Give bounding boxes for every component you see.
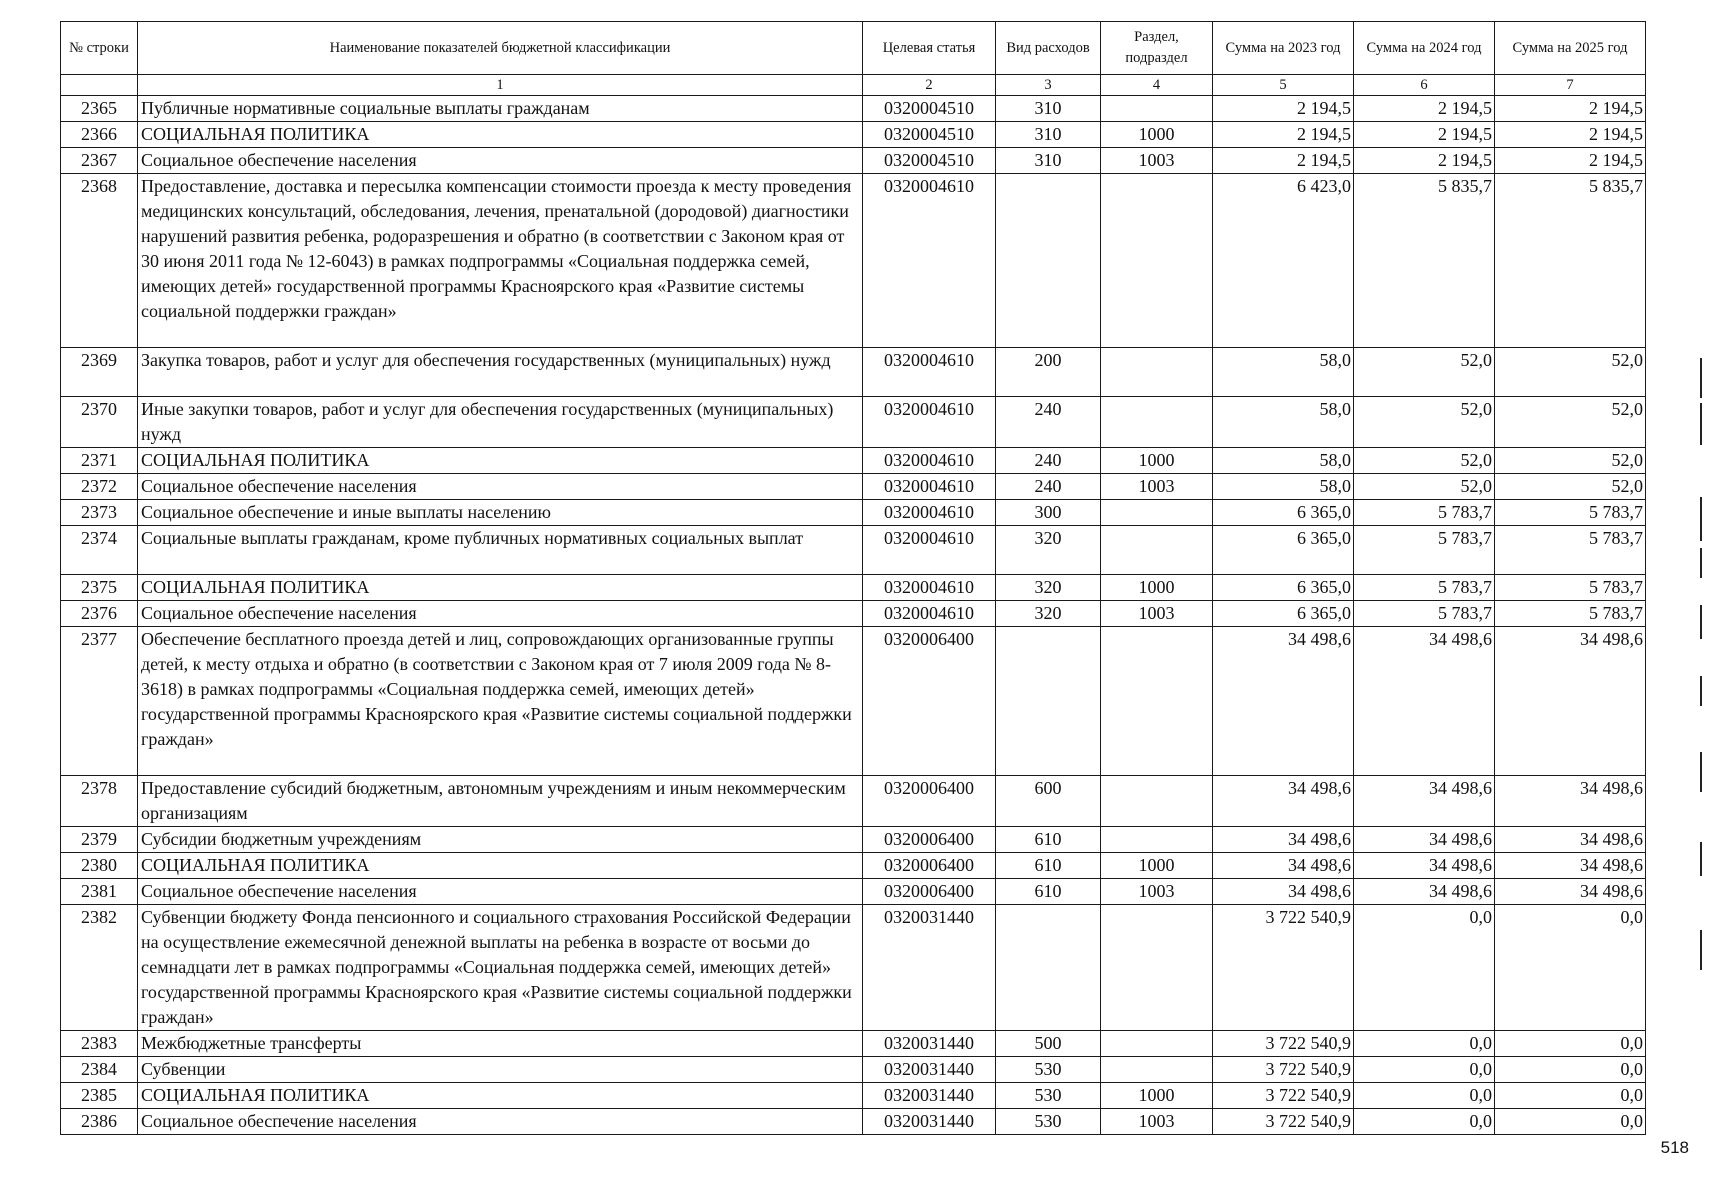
sum-2024: 0,0 (1354, 1057, 1495, 1083)
margin-scan-mark (1700, 930, 1702, 970)
sum-2024: 34 498,6 (1354, 827, 1495, 853)
header-type: Вид расходов (996, 22, 1101, 75)
expense-type: 600 (996, 776, 1101, 827)
margin-scan-mark (1700, 676, 1702, 706)
sum-2025: 2 194,5 (1495, 122, 1646, 148)
section-code (1101, 174, 1213, 348)
row-number: 2367 (61, 148, 138, 174)
indicator-name: Социальное обеспечение населения (138, 148, 863, 174)
expense-type: 610 (996, 879, 1101, 905)
target-article: 0320004610 (863, 397, 996, 448)
header-sum-2023: Сумма на 2023 год (1213, 22, 1354, 75)
sum-2024: 2 194,5 (1354, 122, 1495, 148)
expense-type: 500 (996, 1031, 1101, 1057)
indicator-name: СОЦИАЛЬНАЯ ПОЛИТИКА (138, 853, 863, 879)
expense-type: 320 (996, 575, 1101, 601)
section-code: 1000 (1101, 575, 1213, 601)
sum-2025: 34 498,6 (1495, 776, 1646, 827)
section-code (1101, 500, 1213, 526)
row-number: 2382 (61, 905, 138, 1031)
expense-type: 310 (996, 96, 1101, 122)
header-row (61, 22, 1646, 75)
section-code: 1000 (1101, 448, 1213, 474)
sum-2025: 5 783,7 (1495, 526, 1646, 575)
header-sum-2025: Сумма на 2025 год (1495, 22, 1646, 75)
sum-2025: 5 835,7 (1495, 174, 1646, 348)
target-article: 0320031440 (863, 1109, 996, 1135)
target-article: 0320004610 (863, 526, 996, 575)
sum-2024: 52,0 (1354, 348, 1495, 397)
table-body (61, 96, 1646, 1135)
table-row (61, 601, 1646, 627)
sum-2024: 0,0 (1354, 1109, 1495, 1135)
sum-2024: 34 498,6 (1354, 776, 1495, 827)
target-article: 0320006400 (863, 627, 996, 776)
indicator-name: Социальное обеспечение населения (138, 879, 863, 905)
row-number: 2368 (61, 174, 138, 348)
indicator-name: Обеспечение бесплатного проезда детей и лиц, сопровождающих организованные группы детей, к месту отдыха и обратно (в соответствии с Законом края от 7 июля 2009 года № 8-3618) в рамках подпрограммы «Социальная поддержка семей, имеющих детей» государственной программы Красноярского края «Развитие системы социальной поддержки граждан» (138, 627, 863, 776)
sum-2024: 5 783,7 (1354, 500, 1495, 526)
sum-2023: 3 722 540,9 (1213, 905, 1354, 1031)
row-number: 2371 (61, 448, 138, 474)
margin-scan-mark (1700, 403, 1702, 445)
margin-scan-mark (1700, 358, 1702, 398)
table-row (61, 905, 1646, 1031)
sum-2023: 6 365,0 (1213, 526, 1354, 575)
sum-2025: 2 194,5 (1495, 148, 1646, 174)
header-sum-2024: Сумма на 2024 год (1354, 22, 1495, 75)
target-article: 0320004510 (863, 148, 996, 174)
margin-scan-mark (1700, 842, 1702, 876)
row-number: 2381 (61, 879, 138, 905)
table-row (61, 1057, 1646, 1083)
expense-type: 240 (996, 397, 1101, 448)
sum-2024: 5 835,7 (1354, 174, 1495, 348)
sum-2024: 2 194,5 (1354, 148, 1495, 174)
section-code: 1003 (1101, 1109, 1213, 1135)
sum-2023: 3 722 540,9 (1213, 1083, 1354, 1109)
table-row (61, 1109, 1646, 1135)
section-code (1101, 96, 1213, 122)
expense-type: 310 (996, 148, 1101, 174)
indicator-name: Социальное обеспечение и иные выплаты населению (138, 500, 863, 526)
indicator-name: Социальное обеспечение населения (138, 474, 863, 500)
col-number: 7 (1495, 75, 1646, 96)
section-code (1101, 526, 1213, 575)
row-number: 2377 (61, 627, 138, 776)
sum-2023: 34 498,6 (1213, 627, 1354, 776)
indicator-name: Субвенции бюджету Фонда пенсионного и социального страхования Российской Федерации на осуществление ежемесячной денежной выплаты на ребенка в возрасте от восьми до семнадцати лет в рамках подпрограммы «Социальная поддержка семей, имеющих детей» государственной программы Красноярского края «Развитие системы социальной поддержки граждан» (138, 905, 863, 1031)
row-number: 2366 (61, 122, 138, 148)
sum-2025: 34 498,6 (1495, 827, 1646, 853)
target-article: 0320004510 (863, 96, 996, 122)
col-number: 5 (1213, 75, 1354, 96)
table-row (61, 627, 1646, 776)
table-row (61, 397, 1646, 448)
sum-2023: 3 722 540,9 (1213, 1031, 1354, 1057)
indicator-name: Иные закупки товаров, работ и услуг для обеспечения государственных (муниципальных) нужд (138, 397, 863, 448)
expense-type: 240 (996, 448, 1101, 474)
budget-table (60, 21, 1646, 1135)
sum-2024: 0,0 (1354, 1083, 1495, 1109)
sum-2025: 0,0 (1495, 1057, 1646, 1083)
sum-2023: 58,0 (1213, 474, 1354, 500)
sum-2025: 52,0 (1495, 474, 1646, 500)
indicator-name: Публичные нормативные социальные выплаты гражданам (138, 96, 863, 122)
table-row (61, 1083, 1646, 1109)
sum-2023: 58,0 (1213, 397, 1354, 448)
target-article: 0320004610 (863, 500, 996, 526)
sum-2023: 34 498,6 (1213, 879, 1354, 905)
row-number: 2374 (61, 526, 138, 575)
sum-2025: 2 194,5 (1495, 96, 1646, 122)
margin-scan-mark (1700, 605, 1702, 639)
expense-type: 320 (996, 601, 1101, 627)
sum-2024: 5 783,7 (1354, 575, 1495, 601)
sum-2023: 34 498,6 (1213, 776, 1354, 827)
col-number (61, 75, 138, 96)
section-code: 1000 (1101, 122, 1213, 148)
header-target: Целевая статья (863, 22, 996, 75)
section-code (1101, 348, 1213, 397)
sum-2023: 58,0 (1213, 348, 1354, 397)
sum-2025: 52,0 (1495, 348, 1646, 397)
sum-2025: 5 783,7 (1495, 575, 1646, 601)
section-code (1101, 905, 1213, 1031)
sum-2023: 6 365,0 (1213, 575, 1354, 601)
table-row (61, 96, 1646, 122)
indicator-name: СОЦИАЛЬНАЯ ПОЛИТИКА (138, 448, 863, 474)
indicator-name: Социальное обеспечение населения (138, 1109, 863, 1135)
indicator-name: Субсидии бюджетным учреждениям (138, 827, 863, 853)
sum-2024: 34 498,6 (1354, 853, 1495, 879)
sum-2025: 34 498,6 (1495, 879, 1646, 905)
sum-2024: 5 783,7 (1354, 601, 1495, 627)
expense-type: 300 (996, 500, 1101, 526)
sum-2023: 58,0 (1213, 448, 1354, 474)
row-number: 2373 (61, 500, 138, 526)
expense-type: 530 (996, 1109, 1101, 1135)
row-number: 2380 (61, 853, 138, 879)
sum-2023: 6 365,0 (1213, 601, 1354, 627)
expense-type: 610 (996, 827, 1101, 853)
expense-type: 310 (996, 122, 1101, 148)
col-number: 4 (1101, 75, 1213, 96)
sum-2025: 0,0 (1495, 1109, 1646, 1135)
section-code: 1000 (1101, 853, 1213, 879)
sum-2024: 2 194,5 (1354, 96, 1495, 122)
col-number: 1 (138, 75, 863, 96)
section-code (1101, 627, 1213, 776)
target-article: 0320004610 (863, 601, 996, 627)
indicator-name: Межбюджетные трансферты (138, 1031, 863, 1057)
indicator-name: Предоставление субсидий бюджетным, автономным учреждениям и иным некоммерческим организациям (138, 776, 863, 827)
sum-2025: 0,0 (1495, 1083, 1646, 1109)
target-article: 0320004610 (863, 174, 996, 348)
section-code (1101, 827, 1213, 853)
section-code (1101, 1057, 1213, 1083)
sum-2024: 34 498,6 (1354, 627, 1495, 776)
sum-2024: 34 498,6 (1354, 879, 1495, 905)
target-article: 0320031440 (863, 1031, 996, 1057)
indicator-name: Закупка товаров, работ и услуг для обеспечения государственных (муниципальных) нужд (138, 348, 863, 397)
sum-2023: 6 423,0 (1213, 174, 1354, 348)
col-number: 6 (1354, 75, 1495, 96)
sum-2023: 3 722 540,9 (1213, 1057, 1354, 1083)
sum-2023: 2 194,5 (1213, 148, 1354, 174)
indicator-name: СОЦИАЛЬНАЯ ПОЛИТИКА (138, 1083, 863, 1109)
target-article: 0320031440 (863, 1057, 996, 1083)
sum-2023: 34 498,6 (1213, 853, 1354, 879)
sum-2025: 5 783,7 (1495, 601, 1646, 627)
table-row (61, 776, 1646, 827)
row-number: 2384 (61, 1057, 138, 1083)
row-number: 2369 (61, 348, 138, 397)
section-code: 1003 (1101, 474, 1213, 500)
row-number: 2365 (61, 96, 138, 122)
sum-2025: 34 498,6 (1495, 853, 1646, 879)
sum-2025: 0,0 (1495, 1031, 1646, 1057)
expense-type: 530 (996, 1083, 1101, 1109)
table-row (61, 879, 1646, 905)
sum-2023: 34 498,6 (1213, 827, 1354, 853)
row-number: 2379 (61, 827, 138, 853)
sum-2023: 2 194,5 (1213, 96, 1354, 122)
table-row (61, 348, 1646, 397)
expense-type: 240 (996, 474, 1101, 500)
sum-2025: 0,0 (1495, 905, 1646, 1031)
table-row (61, 575, 1646, 601)
sum-2024: 0,0 (1354, 905, 1495, 1031)
header-name: Наименование показателей бюджетной классификации (138, 22, 863, 75)
indicator-name: Субвенции (138, 1057, 863, 1083)
sum-2024: 52,0 (1354, 474, 1495, 500)
section-code: 1003 (1101, 148, 1213, 174)
sum-2025: 5 783,7 (1495, 500, 1646, 526)
section-code: 1000 (1101, 1083, 1213, 1109)
section-code: 1003 (1101, 601, 1213, 627)
expense-type: 610 (996, 853, 1101, 879)
indicator-name: СОЦИАЛЬНАЯ ПОЛИТИКА (138, 575, 863, 601)
table-row (61, 853, 1646, 879)
target-article: 0320006400 (863, 853, 996, 879)
expense-type (996, 627, 1101, 776)
sum-2025: 34 498,6 (1495, 627, 1646, 776)
row-number: 2386 (61, 1109, 138, 1135)
table-row (61, 500, 1646, 526)
indicator-name: Предоставление, доставка и пересылка компенсации стоимости проезда к месту проведения медицинских консультаций, обследования, лечения, пренатальной (дородовой) диагностики нарушений развития ребенка, родоразрешения и обратно (в соответствии с Законом края от 30 июня 2011 года № 12-6043) в рамках подпрограммы «Социальная поддержка семей, имеющих детей» государственной программы Красноярского края «Развитие системы социальной поддержки граждан» (138, 174, 863, 348)
expense-type: 200 (996, 348, 1101, 397)
col-number: 2 (863, 75, 996, 96)
target-article: 0320004610 (863, 474, 996, 500)
table-row (61, 448, 1646, 474)
target-article: 0320004510 (863, 122, 996, 148)
table-row (61, 474, 1646, 500)
table-row (61, 148, 1646, 174)
expense-type: 530 (996, 1057, 1101, 1083)
target-article: 0320004610 (863, 448, 996, 474)
sum-2023: 3 722 540,9 (1213, 1109, 1354, 1135)
table-row (61, 827, 1646, 853)
expense-type (996, 174, 1101, 348)
header-section: Раздел, подраздел (1101, 22, 1213, 75)
column-number-row (61, 75, 1646, 96)
page-number: 518 (1660, 1138, 1689, 1157)
row-number: 2378 (61, 776, 138, 827)
section-code (1101, 397, 1213, 448)
row-number: 2372 (61, 474, 138, 500)
margin-scan-mark (1700, 752, 1702, 792)
indicator-name: Социальное обеспечение населения (138, 601, 863, 627)
margin-scan-mark (1700, 497, 1702, 541)
sum-2023: 6 365,0 (1213, 500, 1354, 526)
header-row-num: № строки (61, 22, 138, 75)
row-number: 2383 (61, 1031, 138, 1057)
section-code: 1003 (1101, 879, 1213, 905)
section-code (1101, 1031, 1213, 1057)
col-number: 3 (996, 75, 1101, 96)
sum-2025: 52,0 (1495, 397, 1646, 448)
expense-type (996, 905, 1101, 1031)
sum-2024: 0,0 (1354, 1031, 1495, 1057)
row-number: 2376 (61, 601, 138, 627)
target-article: 0320031440 (863, 905, 996, 1031)
indicator-name: Социальные выплаты гражданам, кроме публичных нормативных социальных выплат (138, 526, 863, 575)
indicator-name: СОЦИАЛЬНАЯ ПОЛИТИКА (138, 122, 863, 148)
section-code (1101, 776, 1213, 827)
target-article: 0320004610 (863, 575, 996, 601)
row-number: 2370 (61, 397, 138, 448)
table-row (61, 1031, 1646, 1057)
target-article: 0320031440 (863, 1083, 996, 1109)
target-article: 0320004610 (863, 348, 996, 397)
target-article: 0320006400 (863, 879, 996, 905)
target-article: 0320006400 (863, 776, 996, 827)
margin-scan-mark (1700, 548, 1702, 578)
sum-2023: 2 194,5 (1213, 122, 1354, 148)
target-article: 0320006400 (863, 827, 996, 853)
sum-2024: 5 783,7 (1354, 526, 1495, 575)
row-number: 2375 (61, 575, 138, 601)
table-row (61, 174, 1646, 348)
expense-type: 320 (996, 526, 1101, 575)
sum-2025: 52,0 (1495, 448, 1646, 474)
row-number: 2385 (61, 1083, 138, 1109)
table-row (61, 526, 1646, 575)
table-row (61, 122, 1646, 148)
sum-2024: 52,0 (1354, 397, 1495, 448)
sum-2024: 52,0 (1354, 448, 1495, 474)
